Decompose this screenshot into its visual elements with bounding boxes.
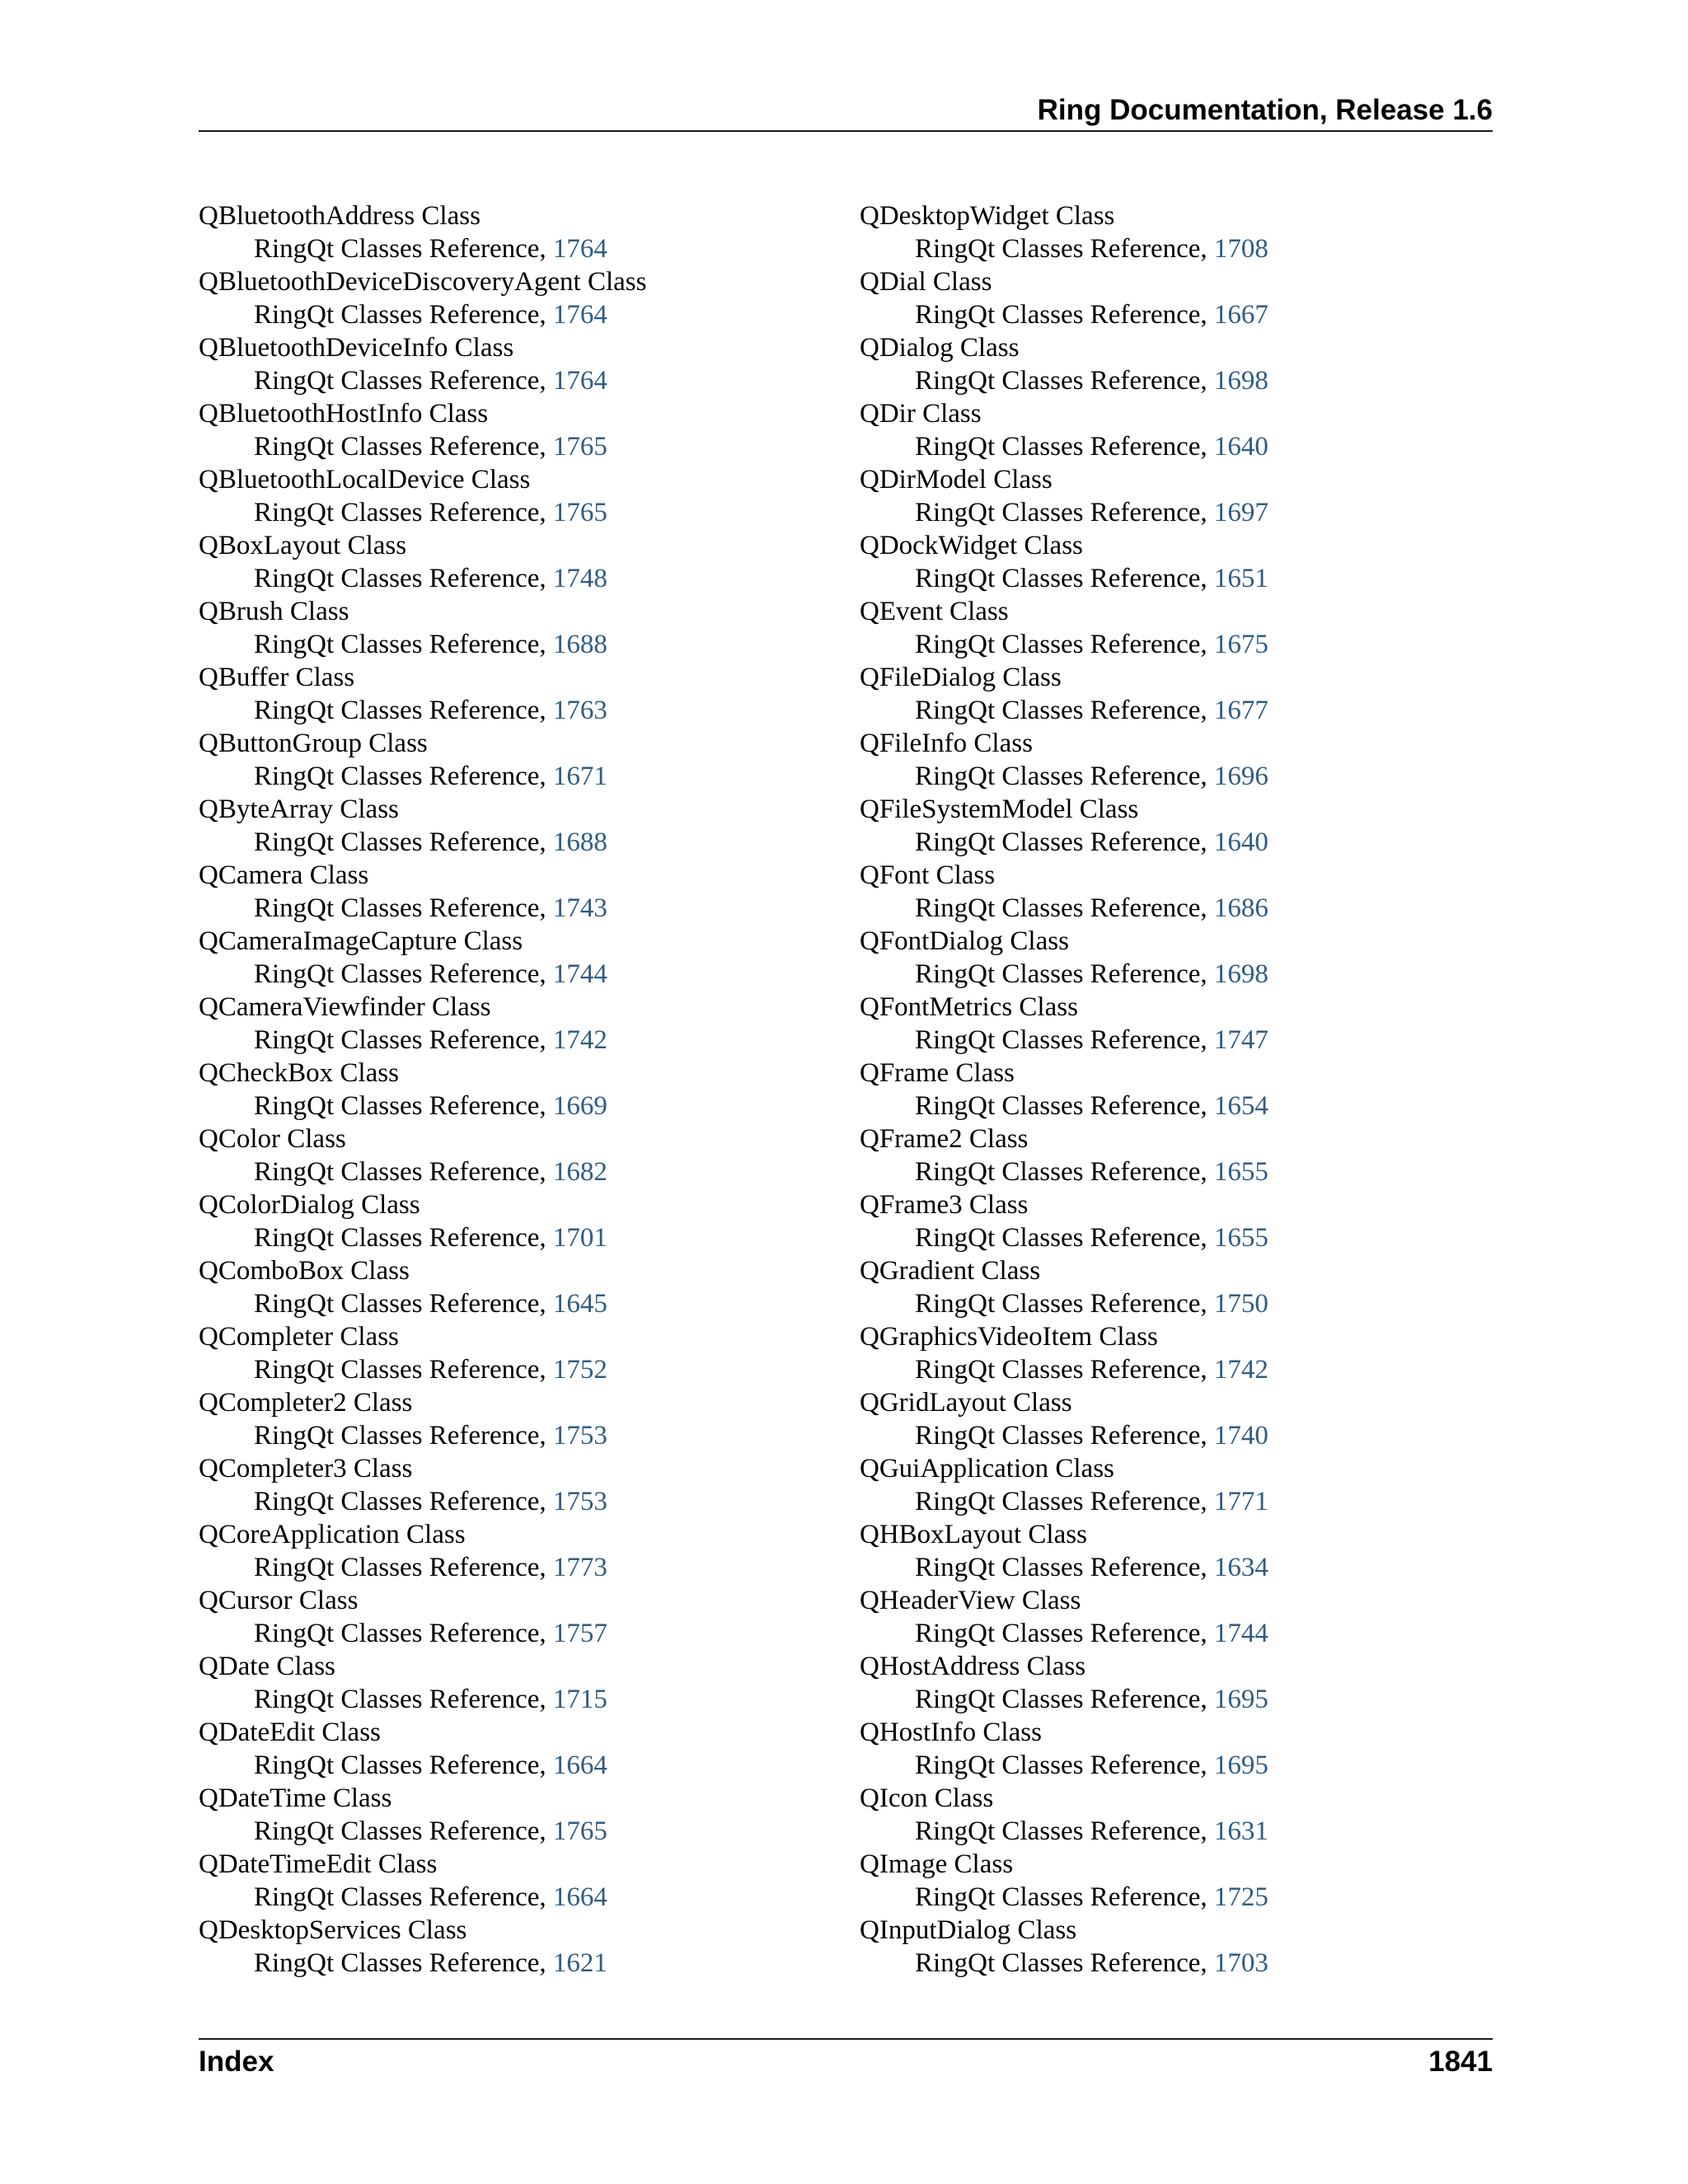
index-entry bbox=[199, 1914, 646, 1980]
index-term: QColor Class bbox=[199, 1124, 346, 1154]
index-subentry bbox=[199, 1881, 646, 1914]
index-term: QGuiApplication Class bbox=[860, 1454, 1114, 1483]
index-subentry bbox=[199, 1024, 646, 1057]
index-term: QCameraImageCapture Class bbox=[199, 926, 523, 956]
index-entry bbox=[199, 331, 646, 397]
index-subentry bbox=[860, 1024, 1268, 1057]
index-subentry-label: RingQt Classes Reference, bbox=[915, 1948, 1214, 1978]
index-subentry-label: RingQt Classes Reference, bbox=[915, 1223, 1214, 1253]
index-subentry bbox=[860, 232, 1268, 265]
index-entry bbox=[199, 463, 646, 529]
index-entry bbox=[860, 1848, 1268, 1914]
footer-page-number: 1841 bbox=[1428, 2046, 1493, 2078]
index-subentry-label: RingQt Classes Reference, bbox=[915, 762, 1214, 791]
page-reference-link[interactable]: 1669 bbox=[552, 1091, 607, 1121]
index-subentry-label: RingQt Classes Reference, bbox=[254, 1157, 553, 1187]
index-entry bbox=[199, 1386, 646, 1452]
index-subentry-label: RingQt Classes Reference, bbox=[915, 696, 1214, 725]
index-subentry bbox=[199, 1749, 646, 1782]
footer-section-label: Index bbox=[199, 2046, 274, 2078]
index-entry bbox=[199, 1122, 646, 1188]
index-subentry bbox=[860, 1947, 1268, 1980]
index-subentry bbox=[199, 1353, 646, 1386]
index-subentry-label: RingQt Classes Reference, bbox=[254, 564, 553, 593]
index-subentry-label: RingQt Classes Reference, bbox=[915, 1553, 1214, 1582]
index-subentry-label: RingQt Classes Reference, bbox=[254, 959, 553, 989]
index-term: QDial Class bbox=[860, 267, 992, 297]
page-reference-link[interactable]: 1697 bbox=[1213, 498, 1268, 527]
index-entry bbox=[199, 727, 646, 793]
index-subentry bbox=[860, 430, 1268, 463]
page-reference-link[interactable]: 1696 bbox=[1213, 762, 1268, 791]
page-reference-link[interactable]: 1695 bbox=[1213, 1685, 1268, 1714]
index-entry bbox=[199, 1650, 646, 1716]
index-subentry-label: RingQt Classes Reference, bbox=[254, 1091, 553, 1121]
index-subentry bbox=[860, 1683, 1268, 1716]
index-subentry-label: RingQt Classes Reference, bbox=[254, 1685, 553, 1714]
index-subentry bbox=[199, 1090, 646, 1122]
index-entry bbox=[860, 1782, 1268, 1848]
index-subentry bbox=[199, 1947, 646, 1980]
index-entry bbox=[199, 1716, 646, 1782]
index-subentry bbox=[860, 1090, 1268, 1122]
page-reference-link[interactable]: 1744 bbox=[1213, 1619, 1268, 1648]
index-term: QCompleter3 Class bbox=[199, 1454, 413, 1483]
index-entry bbox=[860, 331, 1268, 397]
index-entry bbox=[860, 1320, 1268, 1386]
page-reference-link[interactable]: 1753 bbox=[552, 1421, 607, 1451]
page-reference-link[interactable]: 1640 bbox=[1213, 827, 1268, 857]
index-subentry-label: RingQt Classes Reference, bbox=[915, 893, 1214, 923]
index-subentry bbox=[199, 826, 646, 859]
page-reference-link[interactable]: 1698 bbox=[1213, 959, 1268, 989]
page-reference-link[interactable]: 1771 bbox=[1213, 1487, 1268, 1516]
page-reference-link[interactable]: 1773 bbox=[552, 1553, 607, 1582]
index-entry bbox=[860, 1518, 1268, 1584]
index-column-right bbox=[860, 199, 1268, 1980]
page-reference-link[interactable]: 1675 bbox=[1213, 630, 1268, 659]
index-term: QFrame3 Class bbox=[860, 1190, 1029, 1220]
index-subentry-label: RingQt Classes Reference, bbox=[254, 234, 553, 264]
index-subentry-label: RingQt Classes Reference, bbox=[915, 1685, 1214, 1714]
index-term: QBluetoothDeviceDiscoveryAgent Class bbox=[199, 267, 647, 297]
index-subentry-label: RingQt Classes Reference, bbox=[254, 1948, 553, 1978]
index-term: QImage Class bbox=[860, 1849, 1014, 1879]
index-term: QFontMetrics Class bbox=[860, 992, 1078, 1022]
index-subentry-label: RingQt Classes Reference, bbox=[915, 1750, 1214, 1780]
index-entry bbox=[860, 793, 1268, 859]
index-subentry bbox=[199, 232, 646, 265]
index-subentry-label: RingQt Classes Reference, bbox=[915, 630, 1214, 659]
page-reference-link[interactable]: 1688 bbox=[552, 630, 607, 659]
index-entry bbox=[199, 1848, 646, 1914]
index-subentry bbox=[199, 1683, 646, 1716]
index-entry bbox=[860, 265, 1268, 331]
index-subentry-label: RingQt Classes Reference, bbox=[915, 1091, 1214, 1121]
index-subentry-label: RingQt Classes Reference, bbox=[915, 498, 1214, 527]
index-subentry-label: RingQt Classes Reference, bbox=[254, 366, 553, 396]
index-column-left bbox=[199, 199, 646, 1980]
index-term: QButtonGroup Class bbox=[199, 729, 428, 758]
index-subentry-label: RingQt Classes Reference, bbox=[254, 827, 553, 857]
footer-rule bbox=[199, 2038, 1493, 2040]
index-entry bbox=[199, 859, 646, 925]
index-subentry-label: RingQt Classes Reference, bbox=[254, 1487, 553, 1516]
page-reference-link[interactable]: 1645 bbox=[552, 1289, 607, 1319]
index-subentry bbox=[199, 496, 646, 529]
index-subentry bbox=[199, 628, 646, 661]
page-reference-link[interactable]: 1765 bbox=[552, 498, 607, 527]
page-reference-link[interactable]: 1725 bbox=[1213, 1882, 1268, 1912]
index-term: QDateTime Class bbox=[199, 1783, 392, 1813]
index-subentry bbox=[860, 364, 1268, 397]
index-subentry-label: RingQt Classes Reference, bbox=[915, 959, 1214, 989]
index-entry bbox=[860, 529, 1268, 595]
index-subentry bbox=[860, 1419, 1268, 1452]
index-term: QGradient Class bbox=[860, 1256, 1041, 1286]
index-entry bbox=[860, 661, 1268, 727]
index-entry bbox=[199, 1518, 646, 1584]
index-subentry bbox=[199, 298, 646, 331]
page-reference-link[interactable]: 1764 bbox=[552, 366, 607, 396]
index-term: QDockWidget Class bbox=[860, 531, 1083, 560]
index-subentry-label: RingQt Classes Reference, bbox=[915, 432, 1214, 462]
index-entry bbox=[199, 1057, 646, 1122]
index-subentry bbox=[860, 694, 1268, 727]
page-reference-link[interactable]: 1708 bbox=[1213, 234, 1268, 264]
index-entry bbox=[860, 463, 1268, 529]
index-subentry bbox=[199, 1551, 646, 1584]
page-header-title: Ring Documentation, Release 1.6 bbox=[1037, 94, 1493, 126]
index-subentry bbox=[199, 430, 646, 463]
index-entry bbox=[860, 397, 1268, 463]
index-entry bbox=[860, 727, 1268, 793]
page-reference-link[interactable]: 1703 bbox=[1213, 1948, 1268, 1978]
index-subentry-label: RingQt Classes Reference, bbox=[915, 1025, 1214, 1055]
index-term: QBoxLayout Class bbox=[199, 531, 407, 560]
index-term: QEvent Class bbox=[860, 597, 1009, 626]
index-subentry bbox=[860, 1881, 1268, 1914]
index-subentry bbox=[860, 1287, 1268, 1320]
page-reference-link[interactable]: 1765 bbox=[552, 432, 607, 462]
index-subentry-label: RingQt Classes Reference, bbox=[915, 1157, 1214, 1187]
page-reference-link[interactable]: 1740 bbox=[1213, 1421, 1268, 1451]
page-reference-link[interactable]: 1753 bbox=[552, 1487, 607, 1516]
index-term: QFileInfo Class bbox=[860, 729, 1033, 758]
index-term: QCursor Class bbox=[199, 1586, 359, 1615]
page-reference-link[interactable]: 1764 bbox=[552, 234, 607, 264]
index-subentry bbox=[860, 1221, 1268, 1254]
index-entry bbox=[860, 1057, 1268, 1122]
index-subentry bbox=[199, 694, 646, 727]
index-entry bbox=[199, 529, 646, 595]
index-subentry-label: RingQt Classes Reference, bbox=[915, 1619, 1214, 1648]
index-subentry bbox=[199, 364, 646, 397]
index-subentry-label: RingQt Classes Reference, bbox=[254, 1882, 553, 1912]
index-entry bbox=[860, 1188, 1268, 1254]
index-entry bbox=[860, 1386, 1268, 1452]
page-reference-link[interactable]: 1698 bbox=[1213, 366, 1268, 396]
index-subentry-label: RingQt Classes Reference, bbox=[254, 1355, 553, 1385]
index-subentry bbox=[860, 1617, 1268, 1650]
index-subentry-label: RingQt Classes Reference, bbox=[254, 630, 553, 659]
index-subentry bbox=[860, 760, 1268, 793]
index-term: QDesktopWidget Class bbox=[860, 201, 1115, 231]
index-subentry bbox=[199, 760, 646, 793]
index-term: QFileDialog Class bbox=[860, 663, 1062, 692]
page-reference-link[interactable]: 1686 bbox=[1213, 893, 1268, 923]
index-entry bbox=[199, 661, 646, 727]
index-term: QDialog Class bbox=[860, 333, 1020, 363]
index-subentry-label: RingQt Classes Reference, bbox=[254, 1553, 553, 1582]
index-entry bbox=[199, 1584, 646, 1650]
index-subentry-label: RingQt Classes Reference, bbox=[254, 893, 553, 923]
index-term: QFileSystemModel Class bbox=[860, 794, 1139, 824]
index-subentry-label: RingQt Classes Reference, bbox=[915, 300, 1214, 330]
index-entry bbox=[860, 859, 1268, 925]
index-subentry bbox=[860, 496, 1268, 529]
index-entry bbox=[199, 1188, 646, 1254]
index-entry bbox=[860, 1254, 1268, 1320]
index-term: QDirModel Class bbox=[860, 465, 1053, 494]
index-subentry bbox=[860, 826, 1268, 859]
index-subentry bbox=[860, 1155, 1268, 1188]
index-entry bbox=[199, 925, 646, 991]
index-term: QBrush Class bbox=[199, 597, 349, 626]
page-reference-link[interactable]: 1765 bbox=[552, 1816, 607, 1846]
index-entry bbox=[860, 925, 1268, 991]
index-subentry-label: RingQt Classes Reference, bbox=[254, 696, 553, 725]
index-term: QInputDialog Class bbox=[860, 1915, 1077, 1945]
index-term: QFont Class bbox=[860, 860, 996, 890]
page-reference-link[interactable]: 1655 bbox=[1213, 1223, 1268, 1253]
index-subentry bbox=[199, 1617, 646, 1650]
index-entry bbox=[860, 595, 1268, 661]
index-entry bbox=[199, 1782, 646, 1848]
index-term: QHostInfo Class bbox=[860, 1718, 1042, 1747]
index-subentry bbox=[199, 1419, 646, 1452]
page-reference-link[interactable]: 1631 bbox=[1213, 1816, 1268, 1846]
page-reference-link[interactable]: 1688 bbox=[552, 827, 607, 857]
page-reference-link[interactable]: 1764 bbox=[552, 300, 607, 330]
index-subentry-label: RingQt Classes Reference, bbox=[915, 234, 1214, 264]
index-term: QGraphicsVideoItem Class bbox=[860, 1322, 1158, 1352]
index-term: QFontDialog Class bbox=[860, 926, 1069, 956]
index-entry bbox=[199, 397, 646, 463]
index-entry bbox=[199, 1320, 646, 1386]
index-entry bbox=[860, 1914, 1268, 1980]
index-entry bbox=[860, 991, 1268, 1057]
page-reference-link[interactable]: 1667 bbox=[1213, 300, 1268, 330]
index-subentry-label: RingQt Classes Reference, bbox=[254, 300, 553, 330]
page-reference-link[interactable]: 1752 bbox=[552, 1355, 607, 1385]
index-subentry-label: RingQt Classes Reference, bbox=[254, 498, 553, 527]
index-subentry bbox=[860, 1485, 1268, 1518]
index-subentry-label: RingQt Classes Reference, bbox=[254, 1223, 553, 1253]
index-term: QCameraViewfinder Class bbox=[199, 992, 491, 1022]
index-subentry bbox=[860, 562, 1268, 595]
index-entry bbox=[199, 265, 646, 331]
index-subentry bbox=[860, 1749, 1268, 1782]
index-term: QByteArray Class bbox=[199, 794, 399, 824]
page-reference-link[interactable]: 1634 bbox=[1213, 1553, 1268, 1582]
index-term: QCoreApplication Class bbox=[199, 1520, 466, 1549]
index-term: QGridLayout Class bbox=[860, 1388, 1072, 1418]
page-reference-link[interactable]: 1742 bbox=[552, 1025, 607, 1055]
page-reference-link[interactable]: 1750 bbox=[1213, 1289, 1268, 1319]
page-reference-link[interactable]: 1651 bbox=[1213, 564, 1268, 593]
index-subentry-label: RingQt Classes Reference, bbox=[915, 1816, 1214, 1846]
page-reference-link[interactable]: 1671 bbox=[552, 762, 607, 791]
page-reference-link[interactable]: 1664 bbox=[552, 1750, 607, 1780]
index-subentry-label: RingQt Classes Reference, bbox=[254, 1421, 553, 1451]
index-subentry bbox=[199, 892, 646, 925]
page-reference-link[interactable]: 1742 bbox=[1213, 1355, 1268, 1385]
index-term: QColorDialog Class bbox=[199, 1190, 420, 1220]
index-term: QHeaderView Class bbox=[860, 1586, 1081, 1615]
index-term: QCompleter2 Class bbox=[199, 1388, 413, 1418]
index-entry bbox=[860, 1452, 1268, 1518]
page-reference-link[interactable]: 1763 bbox=[552, 696, 607, 725]
index-subentry bbox=[860, 1551, 1268, 1584]
index-term: QFrame2 Class bbox=[860, 1124, 1029, 1154]
index-subentry bbox=[860, 298, 1268, 331]
index-subentry-label: RingQt Classes Reference, bbox=[254, 762, 553, 791]
index-term: QCompleter Class bbox=[199, 1322, 399, 1352]
index-subentry bbox=[860, 892, 1268, 925]
page-reference-link[interactable]: 1682 bbox=[552, 1157, 607, 1187]
index-entry bbox=[860, 1650, 1268, 1716]
page-reference-link[interactable]: 1757 bbox=[552, 1619, 607, 1648]
index-term: QFrame Class bbox=[860, 1058, 1015, 1088]
index-subentry bbox=[199, 562, 646, 595]
index-subentry bbox=[199, 1155, 646, 1188]
index-entry bbox=[860, 1122, 1268, 1188]
index-subentry-label: RingQt Classes Reference, bbox=[915, 1487, 1214, 1516]
index-term: QBuffer Class bbox=[199, 663, 355, 692]
index-term: QBluetoothDeviceInfo Class bbox=[199, 333, 514, 363]
index-subentry-label: RingQt Classes Reference, bbox=[915, 1355, 1214, 1385]
page-reference-link[interactable]: 1715 bbox=[552, 1685, 607, 1714]
index-entry bbox=[199, 595, 646, 661]
header-rule bbox=[199, 130, 1493, 132]
index-entry bbox=[860, 199, 1268, 265]
page-reference-link[interactable]: 1664 bbox=[552, 1882, 607, 1912]
index-term: QIcon Class bbox=[860, 1783, 994, 1813]
index-term: QBluetoothHostInfo Class bbox=[199, 399, 489, 429]
index-subentry bbox=[199, 1815, 646, 1848]
page-reference-link[interactable]: 1747 bbox=[1213, 1025, 1268, 1055]
index-subentry-label: RingQt Classes Reference, bbox=[254, 1816, 553, 1846]
page-reference-link[interactable]: 1743 bbox=[552, 893, 607, 923]
index-subentry bbox=[860, 1353, 1268, 1386]
index-subentry-label: RingQt Classes Reference, bbox=[915, 1882, 1214, 1912]
index-subentry-label: RingQt Classes Reference, bbox=[915, 1289, 1214, 1319]
index-term: QCamera Class bbox=[199, 860, 369, 890]
page-reference-link[interactable]: 1748 bbox=[552, 564, 607, 593]
index-subentry-label: RingQt Classes Reference, bbox=[254, 1025, 553, 1055]
page-reference-link[interactable]: 1744 bbox=[552, 959, 607, 989]
index-subentry-label: RingQt Classes Reference, bbox=[254, 1750, 553, 1780]
page-reference-link[interactable]: 1677 bbox=[1213, 696, 1268, 725]
index-entry bbox=[860, 1584, 1268, 1650]
index-subentry-label: RingQt Classes Reference, bbox=[915, 366, 1214, 396]
index-term: QDateEdit Class bbox=[199, 1718, 381, 1747]
page-reference-link[interactable]: 1655 bbox=[1213, 1157, 1268, 1187]
index-term: QHostAddress Class bbox=[860, 1652, 1086, 1681]
index-subentry bbox=[199, 1221, 646, 1254]
page-reference-link[interactable]: 1621 bbox=[552, 1948, 607, 1978]
page-reference-link[interactable]: 1701 bbox=[552, 1223, 607, 1253]
index-subentry bbox=[860, 1815, 1268, 1848]
index-subentry bbox=[199, 958, 646, 991]
index-subentry-label: RingQt Classes Reference, bbox=[254, 1289, 553, 1319]
index-term: QDate Class bbox=[199, 1652, 335, 1681]
index-subentry bbox=[860, 628, 1268, 661]
index-term: QDateTimeEdit Class bbox=[199, 1849, 438, 1879]
index-subentry bbox=[199, 1287, 646, 1320]
page-reference-link[interactable]: 1695 bbox=[1213, 1750, 1268, 1780]
index-subentry-label: RingQt Classes Reference, bbox=[915, 564, 1214, 593]
page-reference-link[interactable]: 1654 bbox=[1213, 1091, 1268, 1121]
page-reference-link[interactable]: 1640 bbox=[1213, 432, 1268, 462]
index-subentry bbox=[860, 958, 1268, 991]
index-term: QBluetoothAddress Class bbox=[199, 201, 481, 231]
index-term: QDesktopServices Class bbox=[199, 1915, 467, 1945]
index-entry bbox=[860, 1716, 1268, 1782]
index-subentry-label: RingQt Classes Reference, bbox=[254, 432, 553, 462]
index-subentry-label: RingQt Classes Reference, bbox=[254, 1619, 553, 1648]
index-entry bbox=[199, 1452, 646, 1518]
index-entry bbox=[199, 991, 646, 1057]
index-subentry-label: RingQt Classes Reference, bbox=[915, 827, 1214, 857]
index-term: QDir Class bbox=[860, 399, 982, 429]
index-entry bbox=[199, 199, 646, 265]
index-subentry-label: RingQt Classes Reference, bbox=[915, 1421, 1214, 1451]
index-subentry bbox=[199, 1485, 646, 1518]
index-entry bbox=[199, 793, 646, 859]
index-term: QComboBox Class bbox=[199, 1256, 410, 1286]
index-term: QHBoxLayout Class bbox=[860, 1520, 1087, 1549]
index-term: QBluetoothLocalDevice Class bbox=[199, 465, 531, 494]
index-term: QCheckBox Class bbox=[199, 1058, 399, 1088]
index-entry bbox=[199, 1254, 646, 1320]
